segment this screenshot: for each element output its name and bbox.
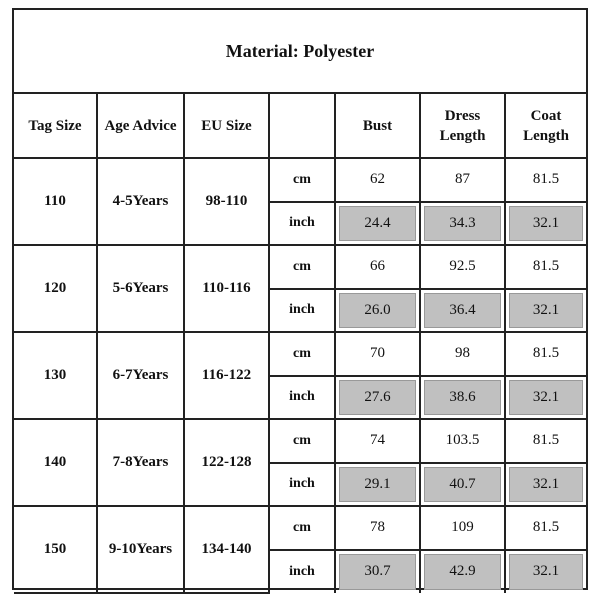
header-bust: Bust bbox=[335, 94, 420, 158]
bust-inch-value: 27.6 bbox=[339, 380, 416, 416]
tag-size-cell: 140 bbox=[14, 419, 97, 506]
unit-inch-cell: inch bbox=[269, 463, 335, 507]
table-row bbox=[14, 506, 586, 550]
dress-length-inch-cell bbox=[420, 289, 505, 333]
dress-length-inch-value: 34.3 bbox=[424, 206, 501, 242]
coat-length-inch-cell bbox=[505, 289, 586, 333]
coat-length-cm-cell: 81.5 bbox=[505, 506, 586, 550]
unit-cm-cell: cm bbox=[269, 506, 335, 550]
dress-length-cm-cell: 98 bbox=[420, 332, 505, 376]
unit-cm-cell: cm bbox=[269, 332, 335, 376]
coat-length-inch-cell bbox=[505, 376, 586, 420]
header-coat-length: Coat Length bbox=[505, 94, 586, 158]
dress-length-inch-cell bbox=[420, 376, 505, 420]
bust-inch-cell bbox=[335, 463, 420, 507]
tag-size-cell: 120 bbox=[14, 245, 97, 332]
dress-length-inch-value: 36.4 bbox=[424, 293, 501, 329]
tag-size-cell: 150 bbox=[14, 506, 97, 593]
size-table bbox=[14, 94, 586, 594]
unit-cm-cell: cm bbox=[269, 245, 335, 289]
bust-inch-value: 30.7 bbox=[339, 554, 416, 591]
size-chart bbox=[12, 8, 588, 590]
unit-inch-cell: inch bbox=[269, 376, 335, 420]
bust-cm-cell: 66 bbox=[335, 245, 420, 289]
header-dress-length: Dress Length bbox=[420, 94, 505, 158]
eu-size-cell: 134-140 bbox=[184, 506, 269, 593]
dress-length-inch-value: 40.7 bbox=[424, 467, 501, 503]
unit-inch-cell: inch bbox=[269, 202, 335, 246]
coat-length-cm-cell: 81.5 bbox=[505, 419, 586, 463]
header-tag-size: Tag Size bbox=[14, 94, 97, 158]
dress-length-inch-cell bbox=[420, 202, 505, 246]
bust-inch-cell bbox=[335, 550, 420, 594]
table-row bbox=[14, 245, 586, 289]
age-advice-cell: 4-5Years bbox=[97, 158, 184, 245]
coat-length-cm-cell: 81.5 bbox=[505, 158, 586, 202]
eu-size-cell: 122-128 bbox=[184, 419, 269, 506]
bust-inch-value: 29.1 bbox=[339, 467, 416, 503]
dress-length-cm-cell: 92.5 bbox=[420, 245, 505, 289]
dress-length-inch-cell bbox=[420, 463, 505, 507]
table-row bbox=[14, 332, 586, 376]
dress-length-inch-cell bbox=[420, 550, 505, 594]
eu-size-cell: 98-110 bbox=[184, 158, 269, 245]
coat-length-cm-cell: 81.5 bbox=[505, 332, 586, 376]
bust-inch-value: 24.4 bbox=[339, 206, 416, 242]
chart-title: Material: Polyester bbox=[14, 10, 586, 94]
dress-length-inch-value: 42.9 bbox=[424, 554, 501, 591]
coat-length-inch-cell bbox=[505, 550, 586, 594]
coat-length-inch-cell bbox=[505, 202, 586, 246]
bust-inch-cell bbox=[335, 202, 420, 246]
bust-inch-cell bbox=[335, 289, 420, 333]
bust-cm-cell: 62 bbox=[335, 158, 420, 202]
table-row bbox=[14, 419, 586, 463]
coat-length-cm-cell: 81.5 bbox=[505, 245, 586, 289]
eu-size-cell: 110-116 bbox=[184, 245, 269, 332]
header-unit bbox=[269, 94, 335, 158]
unit-cm-cell: cm bbox=[269, 419, 335, 463]
header-age-advice: Age Advice bbox=[97, 94, 184, 158]
coat-length-inch-value: 32.1 bbox=[509, 467, 583, 503]
dress-length-cm-cell: 87 bbox=[420, 158, 505, 202]
unit-cm-cell: cm bbox=[269, 158, 335, 202]
age-advice-cell: 6-7Years bbox=[97, 332, 184, 419]
coat-length-inch-value: 32.1 bbox=[509, 293, 583, 329]
unit-inch-cell: inch bbox=[269, 289, 335, 333]
bust-cm-cell: 74 bbox=[335, 419, 420, 463]
coat-length-inch-value: 32.1 bbox=[509, 380, 583, 416]
unit-inch-cell: inch bbox=[269, 550, 335, 594]
coat-length-inch-value: 32.1 bbox=[509, 554, 583, 591]
table-row bbox=[14, 158, 586, 202]
age-advice-cell: 9-10Years bbox=[97, 506, 184, 593]
tag-size-cell: 110 bbox=[14, 158, 97, 245]
dress-length-inch-value: 38.6 bbox=[424, 380, 501, 416]
header-eu-size: EU Size bbox=[184, 94, 269, 158]
bust-cm-cell: 78 bbox=[335, 506, 420, 550]
age-advice-cell: 7-8Years bbox=[97, 419, 184, 506]
coat-length-inch-value: 32.1 bbox=[509, 206, 583, 242]
dress-length-cm-cell: 103.5 bbox=[420, 419, 505, 463]
bust-inch-cell bbox=[335, 376, 420, 420]
eu-size-cell: 116-122 bbox=[184, 332, 269, 419]
tag-size-cell: 130 bbox=[14, 332, 97, 419]
age-advice-cell: 5-6Years bbox=[97, 245, 184, 332]
bust-cm-cell: 70 bbox=[335, 332, 420, 376]
header-row bbox=[14, 94, 586, 158]
table-body bbox=[14, 158, 586, 593]
coat-length-inch-cell bbox=[505, 463, 586, 507]
bust-inch-value: 26.0 bbox=[339, 293, 416, 329]
dress-length-cm-cell: 109 bbox=[420, 506, 505, 550]
